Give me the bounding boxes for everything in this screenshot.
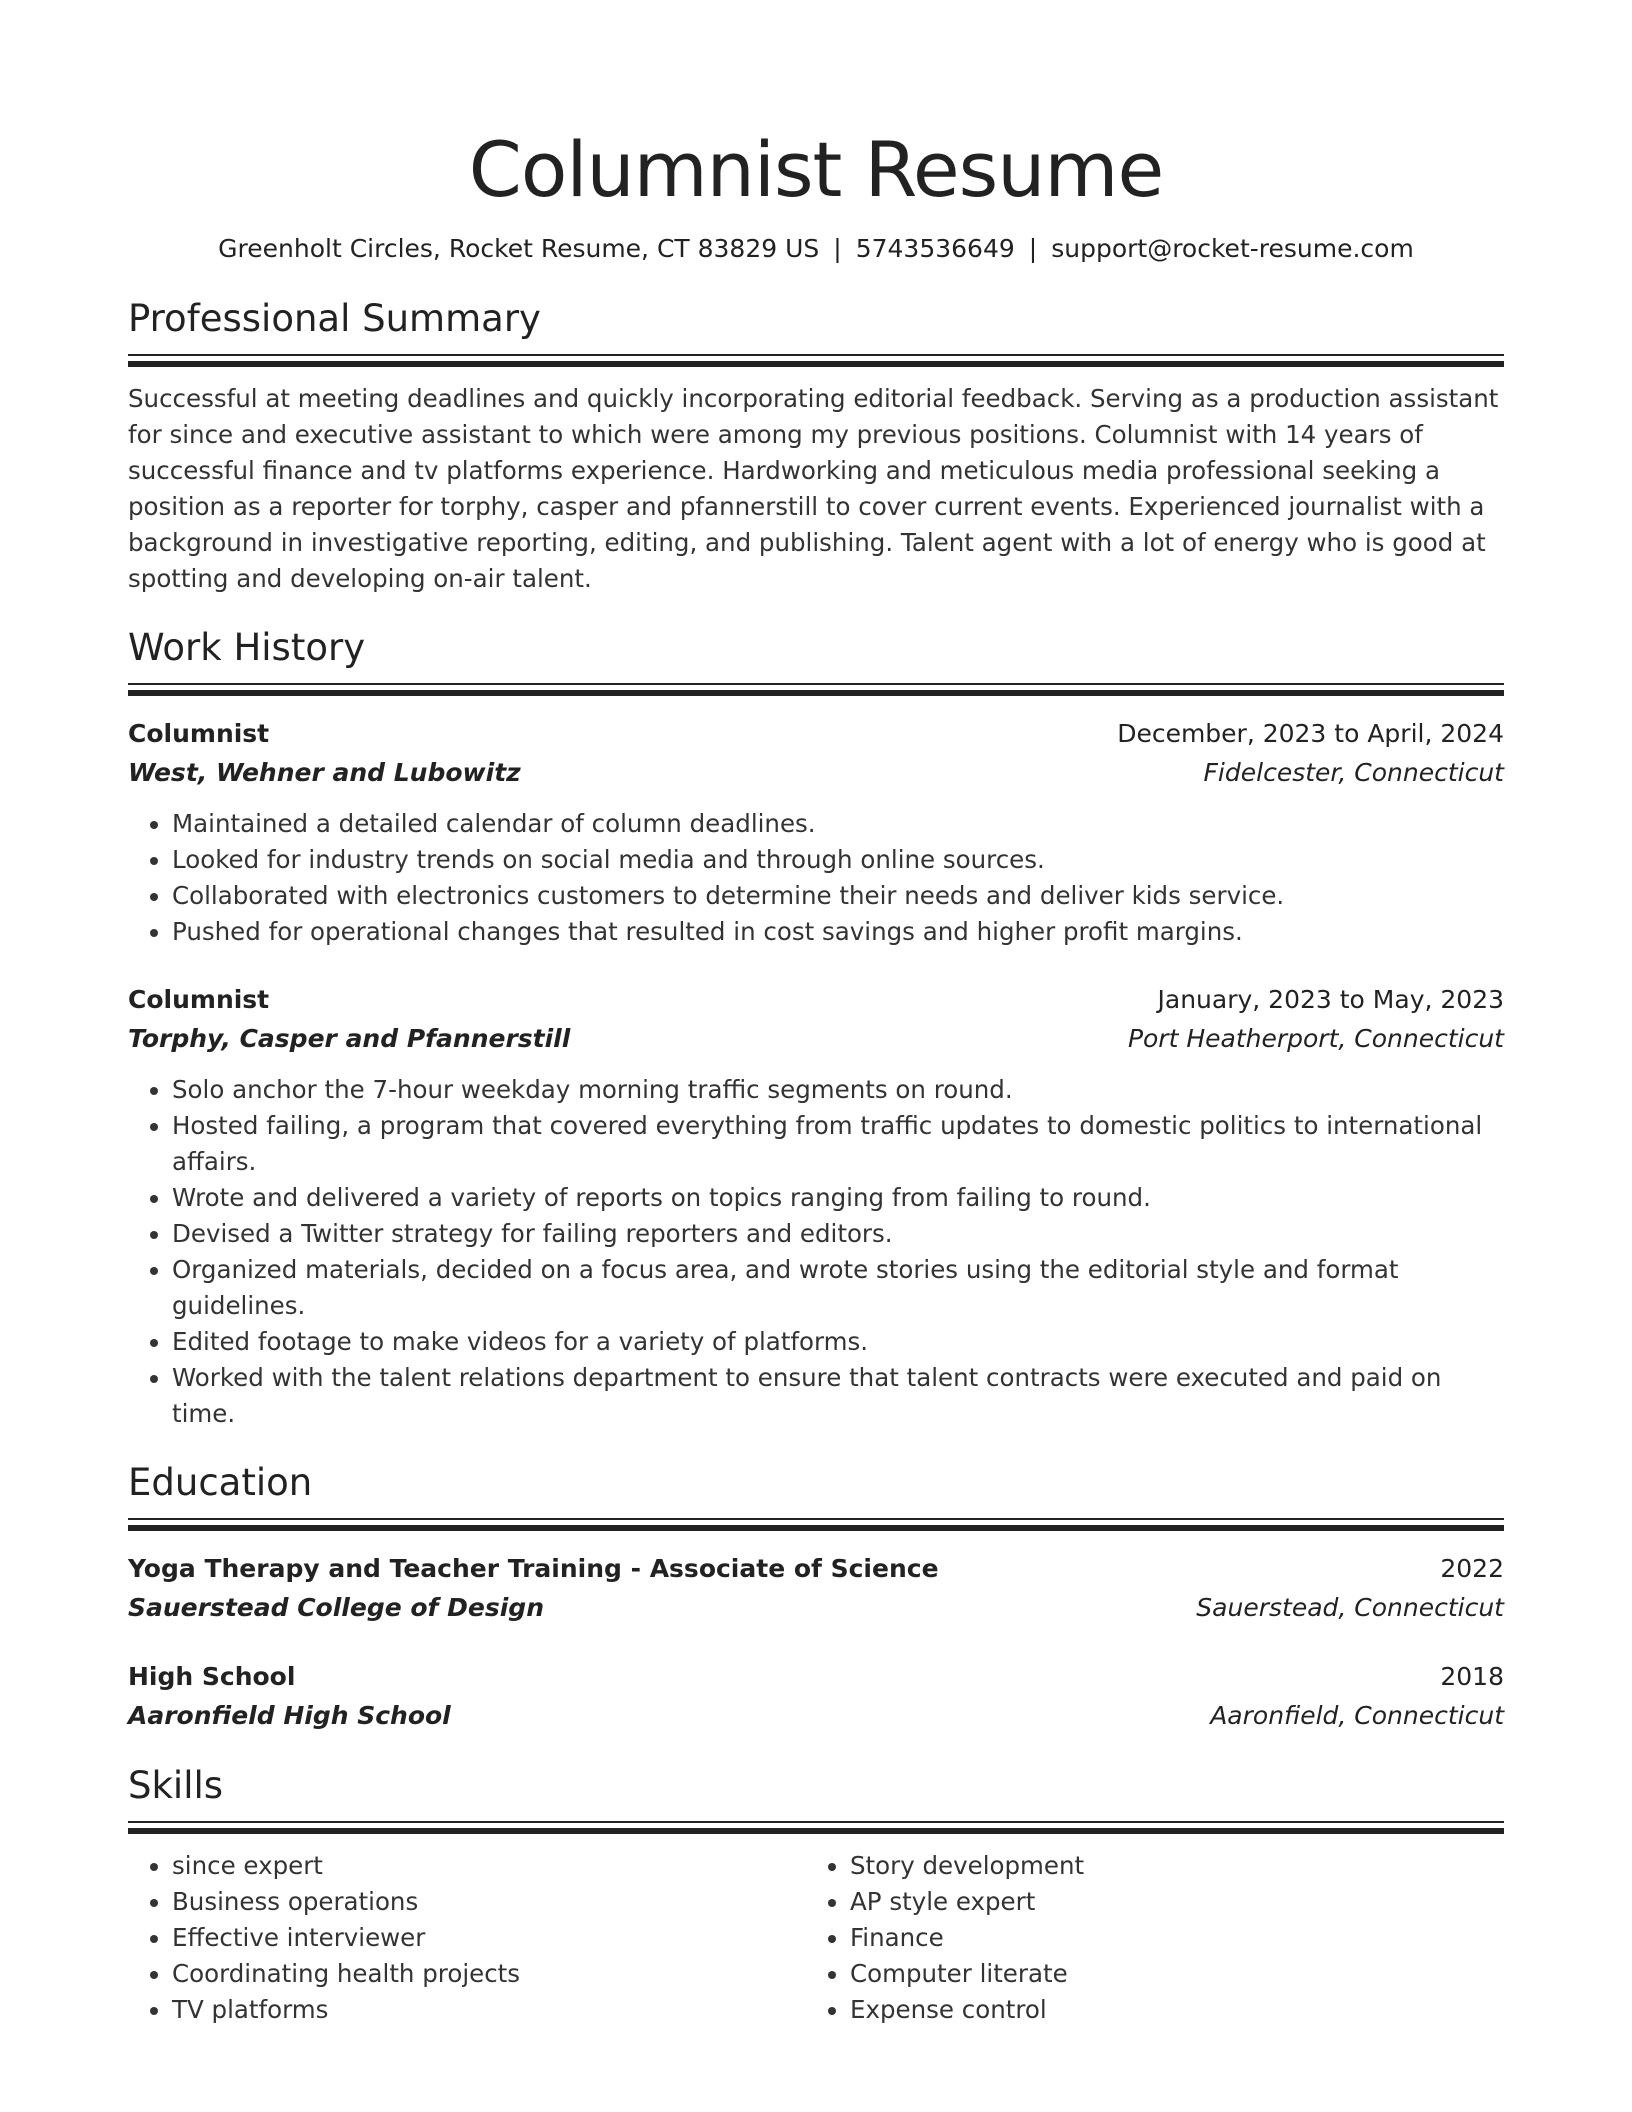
education-entry bbox=[128, 1657, 1504, 1735]
job-title: Columnist bbox=[128, 985, 270, 1014]
education-section bbox=[128, 1460, 1504, 1735]
education-degree: Yoga Therapy and Teacher Training - Associate of Science bbox=[128, 1554, 939, 1583]
job-company: West, Wehner and Lubowitz bbox=[128, 758, 521, 787]
education-year: 2018 bbox=[1440, 1662, 1504, 1691]
skill-item: • Story development bbox=[850, 1848, 1484, 1884]
contact-email: support@rocket-resume.com bbox=[1051, 234, 1414, 263]
list-item: • Pushed for operational changes that resulted in cost savings and higher profit margins. bbox=[172, 914, 1504, 950]
list-item: • Solo anchor the 7-hour weekday morning traffic segments on round. bbox=[172, 1072, 1504, 1108]
education-location: Aaronfield, Connecticut bbox=[1210, 1701, 1504, 1730]
job-location: Fidelcester, Connecticut bbox=[1203, 758, 1504, 787]
section-divider bbox=[128, 1518, 1504, 1531]
skill-item: • TV platforms bbox=[172, 1992, 806, 2028]
job-company: Torphy, Casper and Pfannerstill bbox=[128, 1024, 571, 1053]
education-degree: High School bbox=[128, 1662, 296, 1691]
job-title: Columnist bbox=[128, 719, 270, 748]
summary-section bbox=[128, 296, 1504, 597]
contact-phone: 5743536649 bbox=[855, 234, 1015, 263]
job-entry bbox=[128, 714, 1504, 950]
skill-item: • since expert bbox=[172, 1848, 806, 1884]
education-entry bbox=[128, 1549, 1504, 1627]
job-bullets bbox=[128, 806, 1504, 950]
list-item: • Wrote and delivered a variety of reports on topics ranging from failing to round. bbox=[172, 1180, 1504, 1216]
education-school: Sauerstead College of Design bbox=[128, 1593, 544, 1622]
skill-item: • Computer literate bbox=[850, 1956, 1484, 1992]
education-year: 2022 bbox=[1440, 1554, 1504, 1583]
education-school: Aaronfield High School bbox=[128, 1701, 451, 1730]
education-location: Sauerstead, Connecticut bbox=[1196, 1593, 1504, 1622]
job-bullets bbox=[128, 1072, 1504, 1432]
skills-column-left bbox=[128, 1848, 806, 2028]
contact-separator: | bbox=[1028, 234, 1038, 263]
skill-item: • AP style expert bbox=[850, 1884, 1484, 1920]
section-title-education: Education bbox=[128, 1461, 313, 1504]
work-history-section bbox=[128, 625, 1504, 1432]
job-location: Port Heatherport, Connecticut bbox=[1127, 1024, 1504, 1053]
contact-separator: | bbox=[833, 234, 842, 263]
skill-item: • Effective interviewer bbox=[172, 1920, 806, 1956]
list-item: • Devised a Twitter strategy for failing reporters and editors. bbox=[172, 1216, 1504, 1252]
list-item: • Worked with the talent relations department to ensure that talent contracts were executed and paid on time. bbox=[172, 1360, 1504, 1432]
resume-title: Columnist Resume bbox=[468, 125, 1164, 214]
job-dates: January, 2023 to May, 2023 bbox=[1157, 985, 1504, 1014]
skill-item: • Business operations bbox=[172, 1884, 806, 1920]
resume-page bbox=[128, 0, 1504, 2028]
list-item: • Collaborated with electronics customers to determine their needs and deliver kids service. bbox=[172, 878, 1504, 914]
list-item: • Organized materials, decided on a focus area, and wrote stories using the editorial style and format guidelines. bbox=[172, 1252, 1504, 1324]
skills-section bbox=[128, 1763, 1504, 2028]
summary-text: Successful at meeting deadlines and quickly incorporating editorial feedback. Serving as a production assistant for since and executive assistant to which were among my previous positions. Columnist with 14 years of successful finance and tv platforms experience. Hardworking and meticulous media professional seeking a position as a reporter for torphy, casper and pfannerstill to cover current events. Experienced journalist with a background in investigative reporting, editing, and publishing. Talent agent with a lot of energy who is good at spotting and developing on-air talent. bbox=[128, 384, 1499, 593]
skills-grid bbox=[128, 1848, 1504, 2028]
job-entry bbox=[128, 980, 1504, 1432]
section-divider bbox=[128, 1821, 1504, 1834]
job-dates: December, 2023 to April, 2024 bbox=[1117, 719, 1504, 748]
section-title-summary: Professional Summary bbox=[128, 297, 541, 340]
section-divider bbox=[128, 354, 1504, 367]
skills-column-right bbox=[806, 1848, 1484, 2028]
contact-line bbox=[128, 232, 1504, 266]
list-item: • Looked for industry trends on social media and through online sources. bbox=[172, 842, 1504, 878]
list-item: • Edited footage to make videos for a variety of platforms. bbox=[172, 1324, 1504, 1360]
contact-address: Greenholt Circles, Rocket Resume, CT 83829 US bbox=[218, 234, 820, 263]
section-title-skills: Skills bbox=[128, 1764, 224, 1807]
list-item: • Hosted failing, a program that covered everything from traffic updates to domestic politics to international affairs. bbox=[172, 1108, 1504, 1180]
section-title-work-history: Work History bbox=[128, 626, 366, 669]
list-item: • Maintained a detailed calendar of column deadlines. bbox=[172, 806, 1504, 842]
section-divider bbox=[128, 683, 1504, 696]
skill-item: • Coordinating health projects bbox=[172, 1956, 806, 1992]
skill-item: • Expense control bbox=[850, 1992, 1484, 2028]
skill-item: • Finance bbox=[850, 1920, 1484, 1956]
